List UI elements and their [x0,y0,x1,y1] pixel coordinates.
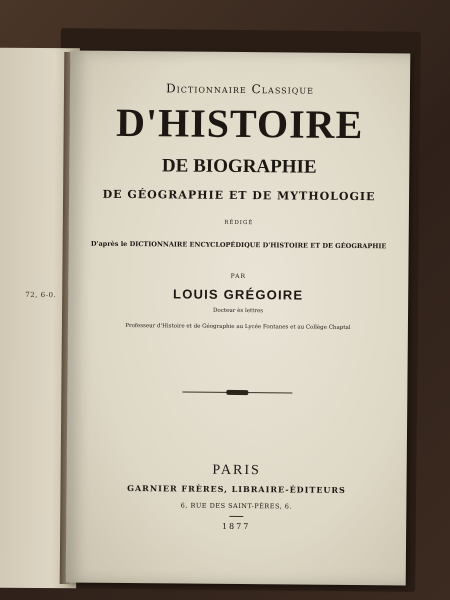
par-label: PAR [230,272,247,281]
left-page-text: 72, 6-0. [25,290,57,300]
city: PARIS [212,462,261,479]
year: 1877 [221,521,251,532]
main-title: D'HISTOIRE [115,99,364,148]
subtitle: DE BIOGRAPHIE [161,155,317,178]
short-rule [229,516,243,517]
publisher-address: 6, RUE DES SAINT-PÈRES, 6. [180,501,293,511]
author-title: Docteur ès lettres [212,307,264,315]
author-position: Professeur d'Histoire et de Géographie au Lycée Fontanes et au Collège Chaptal [125,323,351,331]
publisher: GARNIER FRÈRES, LIBRAIRE-ÉDITEURS [127,483,346,495]
source-line: D'après le DICTIONNAIRE ENCYCLOPÉDIQUE D'HISTOIRE ET DE GÉOGRAPHIE [90,239,387,251]
subtitle-2: DE GÉOGRAPHIE ET DE MYTHOLOGIE [102,187,376,204]
redige-label: RÉDIGÉ [224,219,254,227]
author-name: LOUIS GRÉGOIRE [173,286,304,303]
title-line-dictionnaire: Dictionnaire Classique [165,81,315,97]
ornament-divider [182,391,292,396]
title-page [66,51,411,586]
